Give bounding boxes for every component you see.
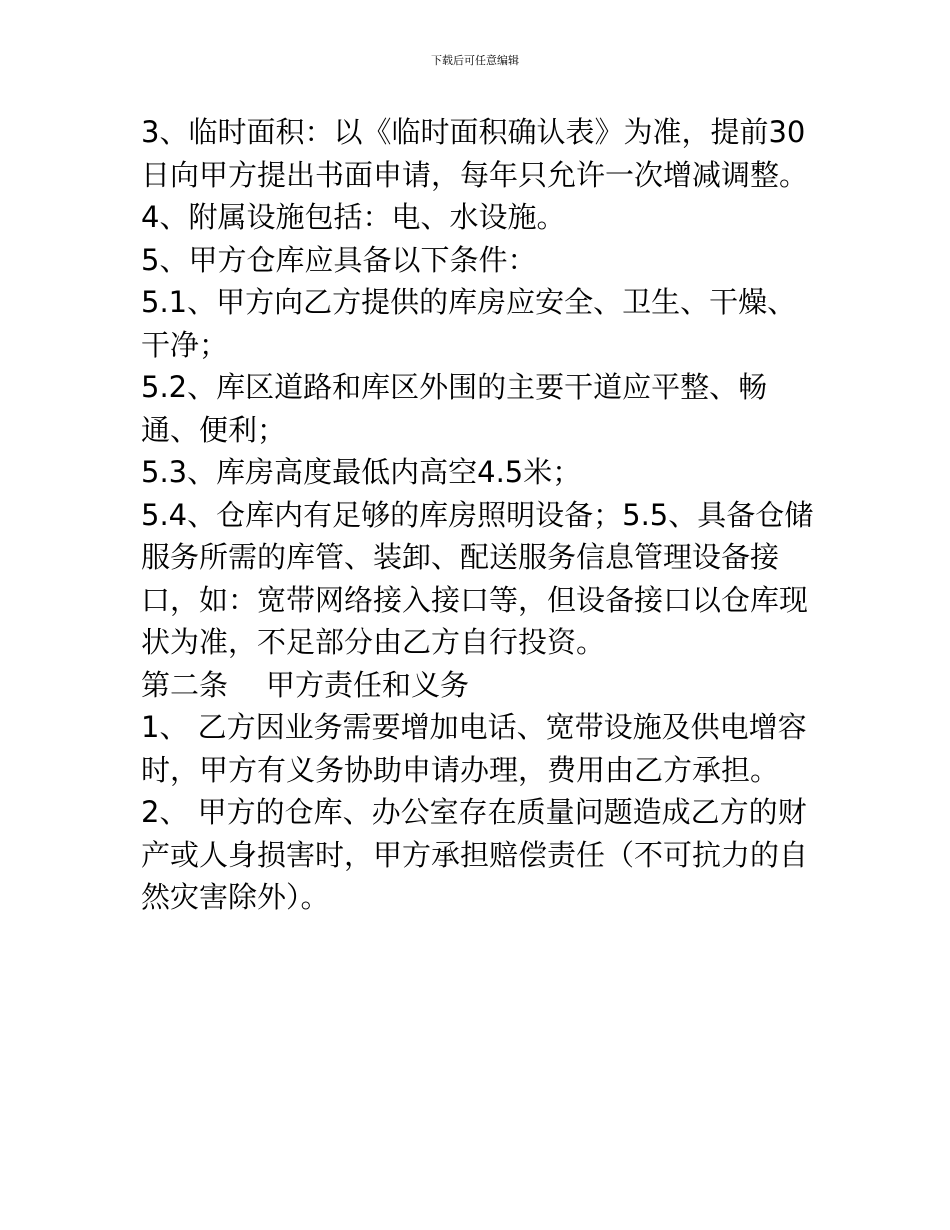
clause-4-facilities: 4、附属设施包括：电、水设施。: [141, 200, 566, 234]
section-heading: [141, 664, 821, 707]
clause-5-4-5-5: 5.4、仓库内有足够的库房照明设备；5.5、具备仓储服务所需的库管、装卸、配送服务信息管理设备接口，如：宽带网络接入接口等，但设备接口以仓库现状为准，不足部分由乙方自行投资。: [141, 497, 814, 659]
page-header: 下载后可任意编辑: [431, 54, 519, 67]
section-number: 第二条: [141, 667, 229, 702]
clause-5-2: 5.2、库区道路和库区外围的主要干道应平整、畅通、便利；: [141, 370, 768, 447]
section-title: 甲方责任和义务: [266, 667, 470, 702]
clause-5-3: 5.3、库房高度最低内高空4.5米；: [141, 455, 582, 489]
document-body: [141, 111, 821, 919]
duty-item-2: 2、 甲方的仓库、办公室存在质量问题造成乙方的财产或人身损害时，甲方承担赔偿责任（不可抗力的自然灾害除外）。: [141, 795, 809, 914]
clause-5-conditions: 5、甲方仓库应具备以下条件：: [141, 242, 537, 277]
clause-3-temporary-area: 3、临时面积：以《临时面积确认表》为准，提前30日向甲方提出书面申请，每年只允许一次增减调整。: [141, 115, 809, 192]
clause-5-1: 5.1、甲方向乙方提供的库房应安全、卫生、干燥、干净；: [141, 285, 797, 362]
duty-item-1: 1、 乙方因业务需要增加电话、宽带设施及供电增容时，甲方有义务协助申请办理，费用由乙方承担。: [141, 710, 807, 787]
